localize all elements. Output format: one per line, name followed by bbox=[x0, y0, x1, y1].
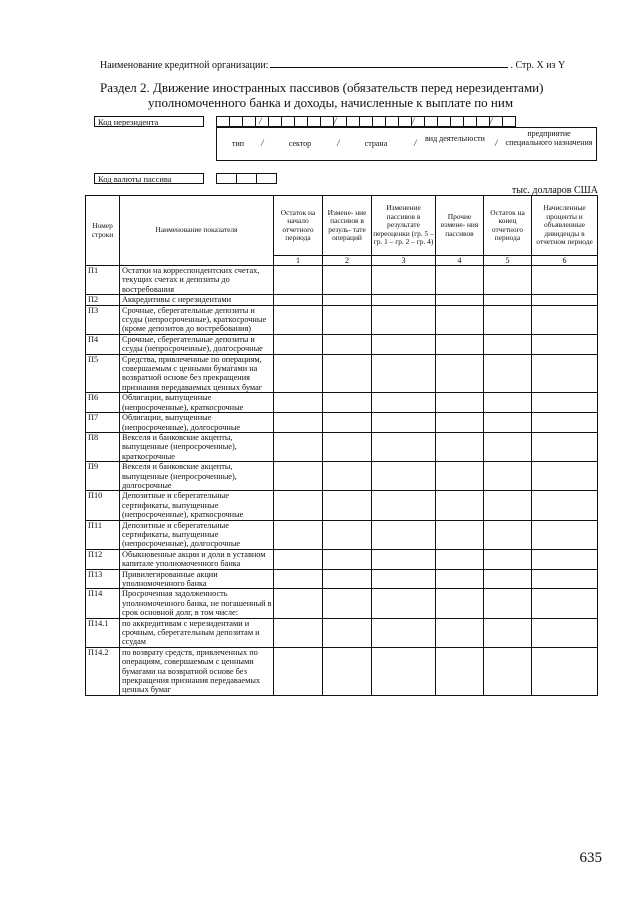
code-cell[interactable] bbox=[359, 116, 373, 127]
value-cell[interactable] bbox=[323, 295, 372, 305]
table-row bbox=[86, 462, 598, 491]
row-number: П14.2 bbox=[86, 647, 120, 695]
page-number: 635 bbox=[579, 850, 602, 866]
code-cell[interactable] bbox=[424, 116, 438, 127]
row-number: П14.1 bbox=[86, 618, 120, 647]
value-cell[interactable] bbox=[484, 618, 532, 647]
value-cell[interactable] bbox=[323, 589, 372, 618]
code-cell[interactable] bbox=[346, 116, 360, 127]
value-cell[interactable] bbox=[484, 393, 532, 413]
table-row bbox=[86, 618, 598, 647]
row-label: Векселя и банковские акцепты, выпущенные (непросроченные), долгосрочные bbox=[120, 462, 274, 491]
col-header-row-number: Номер строки bbox=[86, 196, 120, 266]
col-header-closing-balance: Остаток на конец отчетного периода bbox=[484, 196, 532, 256]
table-row bbox=[86, 589, 598, 618]
value-cell[interactable] bbox=[532, 393, 598, 413]
type-label: тип bbox=[231, 139, 245, 148]
code-cell[interactable] bbox=[320, 116, 334, 127]
table-row bbox=[86, 647, 598, 695]
value-cell[interactable] bbox=[323, 413, 372, 433]
value-cell[interactable] bbox=[274, 647, 323, 695]
value-cell[interactable] bbox=[436, 520, 484, 549]
value-cell[interactable] bbox=[436, 305, 484, 334]
row-label: Векселя и банковские акцепты, выпущенные (непросроченные), краткосрочные bbox=[120, 432, 274, 461]
currency-cell[interactable] bbox=[216, 173, 237, 184]
col-header-revaluation-change: Изменение пассивов в результате переоценки (гр. 5 – гр. 1 – гр. 2 – гр. 4) bbox=[372, 196, 436, 256]
value-cell[interactable] bbox=[532, 569, 598, 589]
row-label: Привилегированные акции уполномоченного банка bbox=[120, 569, 274, 589]
value-cell[interactable] bbox=[372, 491, 436, 520]
nonresident-code-label: Код нерезидента bbox=[94, 116, 204, 127]
code-cell[interactable] bbox=[502, 116, 516, 127]
value-cell[interactable] bbox=[436, 569, 484, 589]
currency-code-label: Код валюты пассива bbox=[94, 173, 204, 184]
value-cell[interactable] bbox=[323, 354, 372, 393]
title-line-2: уполномоченного банка и доходы, начисленные к выплате по ним bbox=[148, 95, 514, 110]
value-cell[interactable] bbox=[436, 462, 484, 491]
row-label: Депозитные и сберегательные сертификаты, выпущенные (непросроченные), краткосрочные bbox=[120, 491, 274, 520]
code-cell[interactable] bbox=[385, 116, 399, 127]
row-number: П6 bbox=[86, 393, 120, 413]
row-label: по возврату средств, привлеченных по операциям, совершаемым с ценными бумагами на возвратной основе без прекращения признания передаваемых ценных бумаг bbox=[120, 647, 274, 695]
value-cell[interactable] bbox=[372, 549, 436, 569]
value-cell[interactable] bbox=[436, 393, 484, 413]
value-cell[interactable] bbox=[372, 462, 436, 491]
col-number: 3 bbox=[372, 256, 436, 266]
row-number: П11 bbox=[86, 520, 120, 549]
value-cell[interactable] bbox=[436, 334, 484, 354]
value-cell[interactable] bbox=[274, 549, 323, 569]
col-header-other-changes: Прочие измене- ния пассивов bbox=[436, 196, 484, 256]
table-row bbox=[86, 491, 598, 520]
code-cell[interactable] bbox=[255, 116, 269, 127]
value-cell[interactable] bbox=[532, 266, 598, 295]
value-cell[interactable] bbox=[274, 305, 323, 334]
value-cell[interactable] bbox=[274, 462, 323, 491]
value-cell[interactable] bbox=[372, 305, 436, 334]
value-cell[interactable] bbox=[274, 491, 323, 520]
row-label: Средства, привлеченные по операциям, совершаемым с ценными бумагами на возвратной основе без прекращения признания передаваемых ценных бумаг bbox=[120, 354, 274, 393]
value-cell[interactable] bbox=[323, 266, 372, 295]
value-cell[interactable] bbox=[484, 295, 532, 305]
col-number: 5 bbox=[484, 256, 532, 266]
code-cell[interactable] bbox=[281, 116, 295, 127]
value-cell[interactable] bbox=[323, 305, 372, 334]
header-row bbox=[86, 196, 598, 256]
liabilities-table bbox=[85, 195, 598, 696]
value-cell[interactable] bbox=[323, 647, 372, 695]
table-row bbox=[86, 354, 598, 393]
org-label: Наименование кредитной организации: bbox=[100, 60, 269, 71]
col-header-opening-balance: Остаток на начало отчетного периода bbox=[274, 196, 323, 256]
code-cell[interactable] bbox=[463, 116, 477, 127]
table-row bbox=[86, 413, 598, 433]
row-label: Облигации, выпущенные (непросроченные), долгосрочные bbox=[120, 413, 274, 433]
value-cell[interactable] bbox=[372, 569, 436, 589]
table-row bbox=[86, 432, 598, 461]
table-row bbox=[86, 393, 598, 413]
col-number: 6 bbox=[532, 256, 598, 266]
value-cell[interactable] bbox=[436, 413, 484, 433]
row-number: П3 bbox=[86, 305, 120, 334]
code-cell[interactable] bbox=[450, 116, 464, 127]
enterprise-label: предприятие специального назначения bbox=[505, 129, 593, 147]
separator-slash: / bbox=[337, 138, 340, 148]
value-cell[interactable] bbox=[372, 520, 436, 549]
value-cell[interactable] bbox=[532, 462, 598, 491]
value-cell[interactable] bbox=[274, 618, 323, 647]
value-cell[interactable] bbox=[274, 432, 323, 461]
col-number: 1 bbox=[274, 256, 323, 266]
row-label: по аккредитивам с нерезидентами и срочным, сберегательным депозитам и ссудам bbox=[120, 618, 274, 647]
activity-label: вид деятельности bbox=[425, 134, 485, 143]
page-reference: . Стр. X из Y bbox=[510, 60, 566, 71]
separator-slash: / bbox=[490, 116, 493, 126]
col-header-indicator: Наименование показателя bbox=[120, 196, 274, 266]
value-cell[interactable] bbox=[372, 432, 436, 461]
value-cell[interactable] bbox=[484, 305, 532, 334]
code-cell[interactable] bbox=[476, 116, 490, 127]
org-name-field[interactable] bbox=[270, 58, 508, 68]
value-cell[interactable] bbox=[323, 334, 372, 354]
value-cell[interactable] bbox=[274, 334, 323, 354]
value-cell[interactable] bbox=[436, 354, 484, 393]
value-cell[interactable] bbox=[274, 569, 323, 589]
value-cell[interactable] bbox=[274, 520, 323, 549]
col-header-accrued-interest: Начисленные проценты и объявленные дивиденды в отчетном периоде bbox=[532, 196, 598, 256]
value-cell[interactable] bbox=[372, 589, 436, 618]
value-cell[interactable] bbox=[484, 334, 532, 354]
value-cell[interactable] bbox=[372, 393, 436, 413]
code-cell[interactable] bbox=[437, 116, 451, 127]
row-number: П4 bbox=[86, 334, 120, 354]
value-cell[interactable] bbox=[436, 491, 484, 520]
value-cell[interactable] bbox=[532, 305, 598, 334]
value-cell[interactable] bbox=[274, 393, 323, 413]
value-cell[interactable] bbox=[532, 413, 598, 433]
value-cell[interactable] bbox=[323, 569, 372, 589]
currency-cell[interactable] bbox=[256, 173, 277, 184]
value-cell[interactable] bbox=[532, 432, 598, 461]
value-cell[interactable] bbox=[484, 549, 532, 569]
row-label: Остатки на корреспондентских счетах, текущих счетах и депозиты до востребования bbox=[120, 266, 274, 295]
units-label: тыс. долларов США bbox=[511, 185, 598, 196]
table-row bbox=[86, 334, 598, 354]
value-cell[interactable] bbox=[484, 354, 532, 393]
row-number: П8 bbox=[86, 432, 120, 461]
row-label: Депозитные и сберегательные сертификаты, выпущенные (непросроченные), долгосрочные bbox=[120, 520, 274, 549]
title-line-1: Раздел 2. Движение иностранных пассивов (обязательств перед нерезидентами) bbox=[100, 80, 544, 95]
value-cell[interactable] bbox=[436, 618, 484, 647]
value-cell[interactable] bbox=[532, 520, 598, 549]
value-cell[interactable] bbox=[436, 647, 484, 695]
value-cell[interactable] bbox=[436, 266, 484, 295]
row-number: П10 bbox=[86, 491, 120, 520]
currency-cell[interactable] bbox=[236, 173, 257, 184]
value-cell[interactable] bbox=[274, 266, 323, 295]
table-row bbox=[86, 305, 598, 334]
code-cell[interactable] bbox=[372, 116, 386, 127]
separator-slash: / bbox=[334, 116, 337, 126]
value-cell[interactable] bbox=[436, 295, 484, 305]
separator-slash: / bbox=[414, 138, 417, 148]
code-cell[interactable] bbox=[294, 116, 308, 127]
value-cell[interactable] bbox=[484, 462, 532, 491]
separator-slash: / bbox=[495, 138, 498, 148]
separator-slash: / bbox=[261, 138, 264, 148]
value-cell[interactable] bbox=[484, 491, 532, 520]
value-cell[interactable] bbox=[323, 520, 372, 549]
code-cell[interactable] bbox=[307, 116, 321, 127]
value-cell[interactable] bbox=[436, 589, 484, 618]
row-number: П9 bbox=[86, 462, 120, 491]
row-label: Срочные, сберегательные депозиты и ссуды (непросроченные), краткосрочные (кроме депозитов до востребования) bbox=[120, 305, 274, 334]
value-cell[interactable] bbox=[372, 618, 436, 647]
row-number: П5 bbox=[86, 354, 120, 393]
table-row bbox=[86, 549, 598, 569]
value-cell[interactable] bbox=[532, 334, 598, 354]
table-row bbox=[86, 266, 598, 295]
value-cell[interactable] bbox=[323, 432, 372, 461]
sector-label: сектор bbox=[288, 139, 312, 148]
value-cell[interactable] bbox=[484, 266, 532, 295]
separator-slash: / bbox=[259, 116, 262, 126]
row-number: П13 bbox=[86, 569, 120, 589]
value-cell[interactable] bbox=[372, 413, 436, 433]
table-row bbox=[86, 520, 598, 549]
value-cell[interactable] bbox=[532, 589, 598, 618]
value-cell[interactable] bbox=[484, 647, 532, 695]
value-cell[interactable] bbox=[274, 354, 323, 393]
col-number: 2 bbox=[323, 256, 372, 266]
row-number: П1 bbox=[86, 266, 120, 295]
row-number: П7 bbox=[86, 413, 120, 433]
value-cell[interactable] bbox=[532, 549, 598, 569]
table-row bbox=[86, 295, 598, 305]
code-cell[interactable] bbox=[216, 116, 230, 127]
value-cell[interactable] bbox=[436, 549, 484, 569]
code-cell[interactable] bbox=[398, 116, 412, 127]
value-cell[interactable] bbox=[484, 413, 532, 433]
value-cell[interactable] bbox=[323, 618, 372, 647]
value-cell[interactable] bbox=[532, 618, 598, 647]
row-label: Срочные, сберегательные депозиты и ссуды (непросроченные), долгосрочные bbox=[120, 334, 274, 354]
value-cell[interactable] bbox=[372, 266, 436, 295]
value-cell[interactable] bbox=[323, 491, 372, 520]
row-label: Облигации, выпущенные (непросроченные), краткосрочные bbox=[120, 393, 274, 413]
value-cell[interactable] bbox=[484, 589, 532, 618]
code-cell[interactable] bbox=[242, 116, 256, 127]
row-label: Просроченная задолженность уполномоченного банка, не погашенный в срок основной долг, в том числе: bbox=[120, 589, 274, 618]
country-label: страна bbox=[364, 139, 388, 148]
value-cell[interactable] bbox=[372, 647, 436, 695]
value-cell[interactable] bbox=[274, 413, 323, 433]
value-cell[interactable] bbox=[372, 295, 436, 305]
col-header-operations-change: Измене- ние пассивов в резуль- тате операций bbox=[323, 196, 372, 256]
value-cell[interactable] bbox=[323, 393, 372, 413]
value-cell[interactable] bbox=[532, 295, 598, 305]
value-cell[interactable] bbox=[274, 589, 323, 618]
row-number: П14 bbox=[86, 589, 120, 618]
value-cell[interactable] bbox=[484, 569, 532, 589]
row-number: П2 bbox=[86, 295, 120, 305]
org-line bbox=[100, 58, 565, 71]
code-cell[interactable] bbox=[268, 116, 282, 127]
value-cell[interactable] bbox=[484, 432, 532, 461]
value-cell[interactable] bbox=[274, 295, 323, 305]
row-label: Обыкновенные акции и доли в уставном капитале уполномоченного банка bbox=[120, 549, 274, 569]
separator-slash: / bbox=[412, 116, 415, 126]
value-cell[interactable] bbox=[372, 334, 436, 354]
value-cell[interactable] bbox=[484, 520, 532, 549]
value-cell[interactable] bbox=[436, 432, 484, 461]
row-number: П12 bbox=[86, 549, 120, 569]
value-cell[interactable] bbox=[323, 462, 372, 491]
value-cell[interactable] bbox=[532, 647, 598, 695]
value-cell[interactable] bbox=[372, 354, 436, 393]
value-cell[interactable] bbox=[532, 354, 598, 393]
table-row bbox=[86, 569, 598, 589]
col-number: 4 bbox=[436, 256, 484, 266]
value-cell[interactable] bbox=[323, 549, 372, 569]
section-title bbox=[100, 80, 600, 110]
row-label: Аккредитивы с нерезидентами bbox=[120, 295, 274, 305]
code-cell[interactable] bbox=[229, 116, 243, 127]
value-cell[interactable] bbox=[532, 491, 598, 520]
